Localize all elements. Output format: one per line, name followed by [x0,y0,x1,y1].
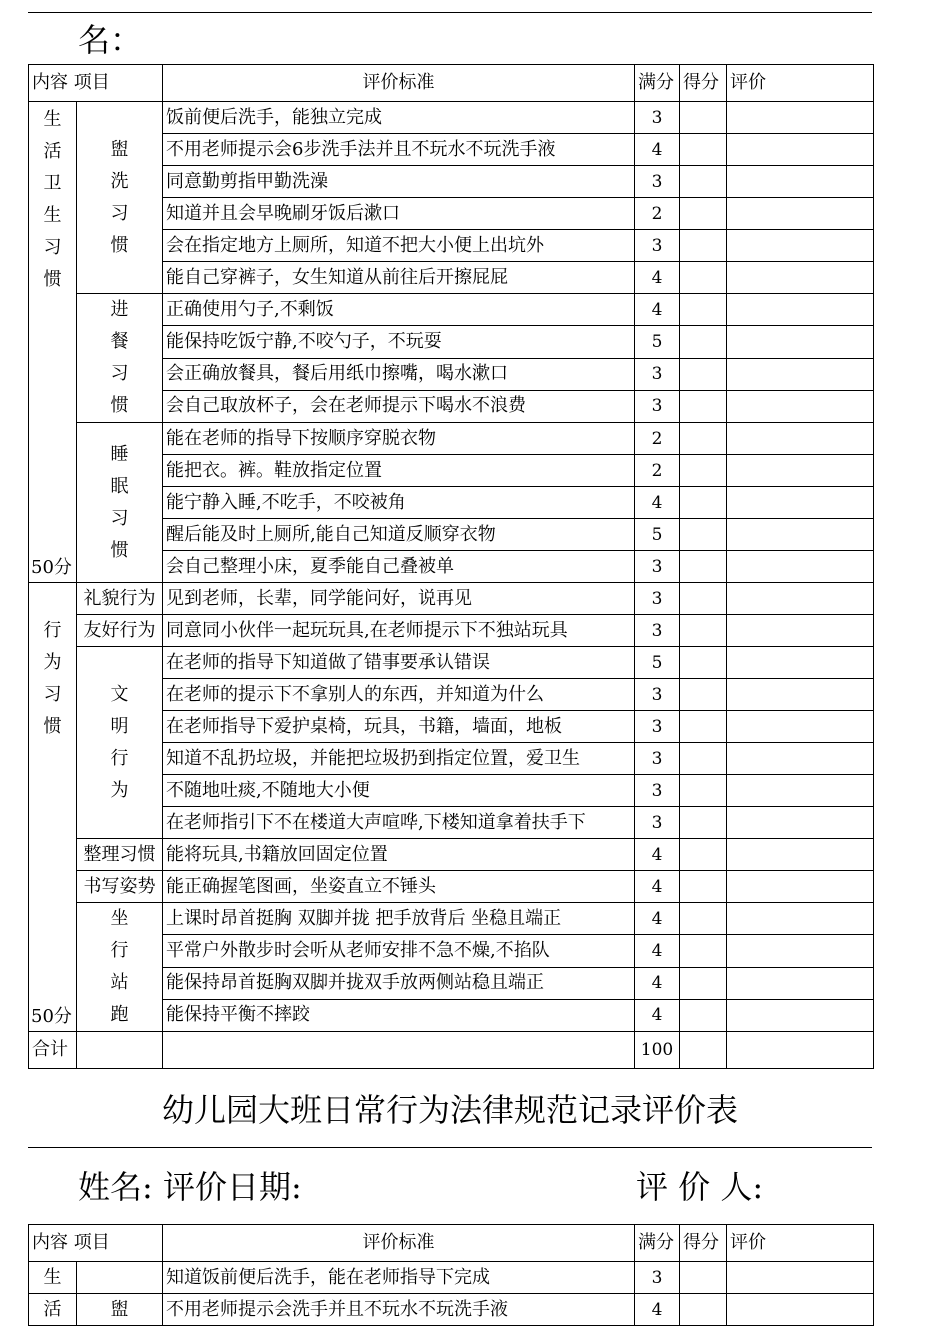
eval-cell[interactable] [727,743,874,775]
full-score-cell: 4 [635,839,680,871]
table-row [29,1294,874,1326]
criteria-cell: 正确使用勺子,不剩饭 [163,294,635,326]
criteria-cell: 不用老师提示会6步洗手法并且不玩水不玩洗手液 [163,134,635,166]
evaluation-table-1 [28,64,874,1069]
header-row [29,65,874,102]
score-cell[interactable] [680,294,727,326]
full-score-cell: 3 [635,583,680,615]
table-row [29,583,874,615]
criteria-cell: 能宁静入睡,不吃手，不咬被角 [163,487,635,519]
full-score-cell: 4 [635,487,680,519]
criteria-cell: 见到老师，长辈，同学能问好，说再见 [163,583,635,615]
criteria-cell: 在老师的指导下知道做了错事要承认错误 [163,647,635,679]
eval-cell[interactable] [727,134,874,166]
full-score-cell: 4 [635,294,680,326]
item-label: 礼貌行为 [83,587,156,609]
criteria-cell: 知道饭前便后洗手，能在老师指导下完成 [163,1262,635,1294]
category-label: 行 为 习 惯 [43,620,62,737]
criteria-cell: 上课时昂首挺胸 双脚并拢 把手放背后 坐稳且端正 [163,903,635,935]
category-cell [29,102,77,583]
item-label: 整理习惯 [83,843,156,865]
criteria-cell: 同意同小伙伴一起玩玩具,在老师提示下不独站玩具 [163,615,635,647]
eval-cell[interactable] [727,423,874,455]
eval-cell[interactable] [727,519,874,551]
full-score-cell: 5 [635,519,680,551]
name-date-label: 姓名: 评价日期: [78,1168,302,1206]
item-label: 坐 行 站 跑 [110,908,129,1025]
table-row [29,102,874,134]
item-label: 睡 眠 习 惯 [110,443,129,561]
score-cell[interactable] [680,871,727,903]
full-score-cell: 4 [635,967,680,999]
item-cell [77,583,163,615]
header-full: 满分 [635,65,680,102]
eval-cell[interactable] [727,903,874,935]
full-score-cell: 3 [635,166,680,198]
total-label: 合计 [29,1032,77,1069]
eval-cell[interactable] [727,711,874,743]
criteria-cell: 会自己取放杯子，会在老师提示下喝水不浪费 [163,390,635,422]
eval-cell[interactable] [727,358,874,390]
score-cell[interactable] [680,935,727,967]
score-cell[interactable] [680,967,727,999]
criteria-cell: 同意勤剪指甲勤洗澡 [163,166,635,198]
criteria-cell: 能保持平衡不摔跤 [163,999,635,1031]
page-title: 幼儿园大班日常行为法律规范记录评价表 [161,1091,738,1129]
score-cell[interactable] [680,326,727,358]
criteria-cell: 在老师指引下不在楼道大声喧哗,下楼知道拿着扶手下 [163,807,635,839]
score-cell[interactable] [680,166,727,198]
score-cell[interactable] [680,423,727,455]
score-cell[interactable] [680,487,727,519]
item-cell [77,102,163,294]
header-item: 项目 [73,72,110,93]
category-char: 生 [29,1262,77,1294]
score-cell[interactable] [680,807,727,839]
table-row [29,839,874,871]
score-cell[interactable] [680,903,727,935]
category-score: 50分 [31,557,72,578]
category-char: 活 [29,1294,77,1326]
score-cell[interactable] [680,1262,727,1294]
criteria-cell: 能把衣。裤。鞋放指定位置 [163,455,635,487]
item-char [77,1262,163,1294]
table-row [29,1262,874,1294]
item-cell [77,839,163,871]
criteria-cell: 知道不乱扔垃圾，并能把垃圾扔到指定位置，爱卫生 [163,743,635,775]
table-row [29,423,874,455]
eval-cell[interactable] [727,262,874,294]
evaluator-label: 评 价 人: [636,1168,764,1206]
item-label: 友好行为 [83,619,156,641]
item-label: 盥 洗 习 惯 [110,138,129,256]
item-label: 进 餐 习 惯 [110,299,129,416]
top-rule [28,12,872,13]
eval-cell[interactable] [727,551,874,583]
criteria-cell: 能保持昂首挺胸双脚并拢双手放两侧站稳且端正 [163,967,635,999]
eval-cell[interactable] [727,326,874,358]
score-cell[interactable] [680,583,727,615]
score-cell[interactable] [680,455,727,487]
full-score-cell: 3 [635,1262,680,1294]
full-score-cell: 3 [635,390,680,422]
eval-cell[interactable] [727,839,874,871]
item-cell [77,871,163,903]
eval-cell[interactable] [727,807,874,839]
criteria-cell: 能在老师的指导下按顺序穿脱衣物 [163,423,635,455]
score-cell[interactable] [680,230,727,262]
criteria-cell: 饭前便后洗手，能独立完成 [163,102,635,134]
eval-cell[interactable] [727,935,874,967]
item-cell [77,647,163,839]
item-char: 盥 [77,1294,163,1326]
total-eval-cell[interactable] [727,1032,874,1069]
eval-cell[interactable] [727,999,874,1031]
eval-cell[interactable] [727,166,874,198]
score-cell[interactable] [680,1294,727,1326]
full-score-cell: 3 [635,615,680,647]
header-row [29,1225,874,1262]
header-eval: 评价 [727,1225,874,1262]
criteria-cell: 醒后能及时上厕所,能自己知道反顺穿衣物 [163,519,635,551]
name-label: 名： [78,21,143,59]
full-score-cell: 3 [635,102,680,134]
score-cell[interactable] [680,711,727,743]
criteria-cell: 在老师指导下爱护桌椅，玩具，书籍，墙面，地板 [163,711,635,743]
full-score-cell: 2 [635,423,680,455]
criteria-cell: 能自己穿裤子，女生知道从前往后开擦屁屁 [163,262,635,294]
header-full: 满分 [635,1225,680,1262]
full-score-cell: 3 [635,230,680,262]
criteria-cell: 会正确放餐具，餐后用纸巾擦嘴，喝水漱口 [163,358,635,390]
total-row [29,1032,874,1069]
criteria-cell: 能保持吃饭宁静,不咬勺子，不玩耍 [163,326,635,358]
header-score: 得分 [680,1225,727,1262]
score-cell[interactable] [680,999,727,1031]
eval-cell[interactable] [727,967,874,999]
criteria-cell: 会在指定地方上厕所，知道不把大小便上出坑外 [163,230,635,262]
score-cell[interactable] [680,615,727,647]
criteria-cell: 能将玩具,书籍放回固定位置 [163,839,635,871]
total-item-cell [77,1032,163,1069]
header-content: 内容 [32,1232,68,1253]
category-label: 生 活 卫 生 习 惯 [43,109,62,290]
score-cell[interactable] [680,134,727,166]
full-score-cell: 3 [635,358,680,390]
header-cell-content-item [29,65,163,102]
header-criteria: 评价标准 [163,65,635,102]
eval-cell[interactable] [727,647,874,679]
score-cell[interactable] [680,390,727,422]
header-item: 项目 [73,1232,110,1253]
eval-cell[interactable] [727,871,874,903]
score-cell[interactable] [680,102,727,134]
eval-cell[interactable] [727,102,874,134]
total-criteria-cell [163,1032,635,1069]
criteria-cell: 会自己整理小床，夏季能自己叠被单 [163,551,635,583]
criteria-cell: 不用老师提示会洗手并且不玩水不玩洗手液 [163,1294,635,1326]
total-full: 100 [635,1032,680,1069]
header-content: 内容 [32,72,68,93]
item-cell [77,294,163,423]
score-cell[interactable] [680,551,727,583]
category-cell [29,583,77,1032]
eval-cell[interactable] [727,583,874,615]
item-label: 书写姿势 [83,875,156,897]
category-score: 50分 [31,1006,72,1027]
full-score-cell: 3 [635,679,680,711]
full-score-cell: 3 [635,711,680,743]
criteria-cell: 不随地吐痰,不随地大小便 [163,775,635,807]
criteria-cell: 能正确握笔图画，坐姿直立不锤头 [163,871,635,903]
full-score-cell: 5 [635,326,680,358]
full-score-cell: 4 [635,999,680,1031]
eval-cell[interactable] [727,487,874,519]
eval-cell[interactable] [727,1262,874,1294]
full-score-cell: 3 [635,743,680,775]
header-criteria: 评价标准 [163,1225,635,1262]
full-score-cell: 4 [635,871,680,903]
total-score-cell[interactable] [680,1032,727,1069]
score-cell[interactable] [680,743,727,775]
item-label: 文 明 行 为 [110,684,129,801]
criteria-cell: 知道并且会早晚刷牙饭后漱口 [163,198,635,230]
full-score-cell: 4 [635,935,680,967]
eval-cell[interactable] [727,679,874,711]
eval-cell[interactable] [727,1294,874,1326]
full-score-cell: 5 [635,647,680,679]
eval-cell[interactable] [727,775,874,807]
eval-cell[interactable] [727,230,874,262]
score-cell[interactable] [680,358,727,390]
score-cell[interactable] [680,839,727,871]
full-score-cell: 4 [635,1294,680,1326]
evaluation-table-2 [28,1224,874,1326]
eval-cell[interactable] [727,390,874,422]
score-cell[interactable] [680,519,727,551]
table-row [29,294,874,326]
score-cell[interactable] [680,775,727,807]
full-score-cell: 4 [635,262,680,294]
criteria-cell: 在老师的提示下不拿别人的东西，并知道为什么 [163,679,635,711]
table-row [29,903,874,935]
table-row [29,647,874,679]
full-score-cell: 2 [635,455,680,487]
eval-cell[interactable] [727,198,874,230]
full-score-cell: 2 [635,198,680,230]
table-row [29,615,874,647]
score-cell[interactable] [680,262,727,294]
full-score-cell: 4 [635,134,680,166]
table-row [29,871,874,903]
item-cell [77,423,163,583]
score-cell[interactable] [680,679,727,711]
full-score-cell: 3 [635,807,680,839]
full-score-cell: 3 [635,775,680,807]
item-cell [77,615,163,647]
header-eval: 评价 [727,65,874,102]
score-cell[interactable] [680,198,727,230]
criteria-cell: 平常户外散步时会听从老师安排不急不燥,不掐队 [163,935,635,967]
eval-cell[interactable] [727,615,874,647]
full-score-cell: 4 [635,903,680,935]
header-score: 得分 [680,65,727,102]
eval-cell[interactable] [727,294,874,326]
item-cell [77,903,163,1032]
eval-cell[interactable] [727,455,874,487]
full-score-cell: 3 [635,551,680,583]
title-rule [28,1147,872,1148]
score-cell[interactable] [680,647,727,679]
header-cell-content-item [29,1225,163,1262]
